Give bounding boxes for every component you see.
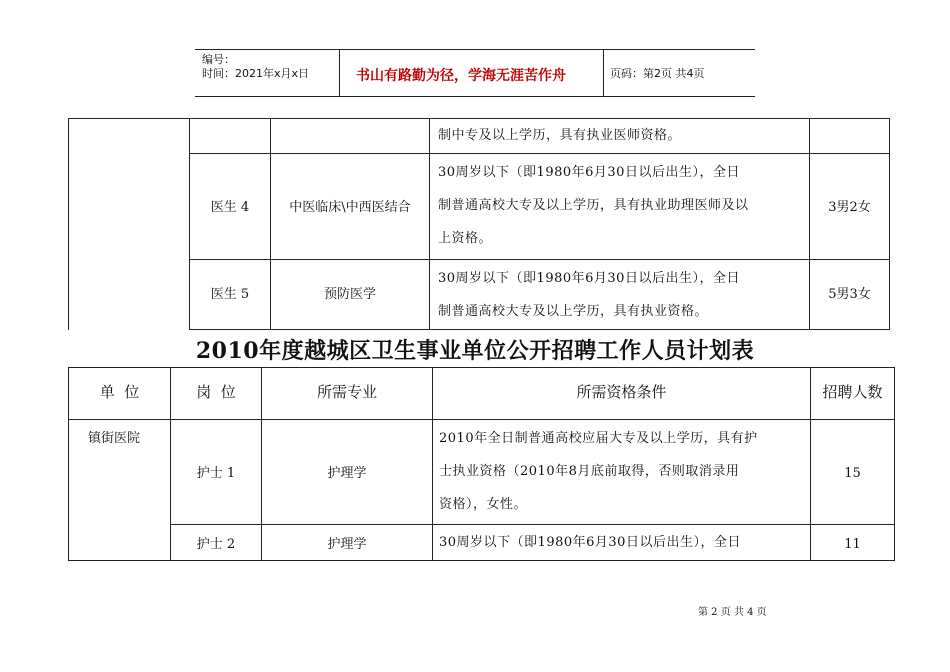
position-cell: 医生 5 bbox=[210, 287, 250, 302]
motto-text: 书山有路勤为径，学海无涯苦作舟 bbox=[356, 68, 566, 84]
quota-cell: 5男3女 bbox=[828, 287, 871, 302]
major-cell: 中医临床\中西医结合 bbox=[289, 200, 411, 215]
major-cell: 护理学 bbox=[327, 466, 367, 481]
requirements-line: 上资格。 bbox=[438, 231, 493, 246]
position-cell: 护士 1 bbox=[196, 466, 236, 481]
requirements-line: 制普通高校大专及以上学历，具有执业资格。 bbox=[438, 304, 709, 319]
time-label: 时间：2021年x月x日 bbox=[202, 67, 310, 80]
requirements-line: 2010年全日制普通高校应届大专及以上学历，具有护 bbox=[439, 431, 758, 446]
requirements-line: 制中专及以上学历，具有执业医师资格。 bbox=[438, 128, 682, 143]
requirements-line: 制普通高校大专及以上学历，具有执业助理医师及以 bbox=[438, 198, 749, 213]
header-quota: 招聘人数 bbox=[822, 383, 883, 401]
requirements-line: 资格），女性。 bbox=[439, 497, 528, 512]
header-position: 岗 位 bbox=[196, 383, 236, 401]
requirements-line: 士执业资格（2010年8月底前取得，否则取消录用 bbox=[439, 464, 740, 479]
page-footer: 第 2 页 共 4 页 bbox=[698, 607, 767, 618]
major-cell: 护理学 bbox=[327, 537, 367, 552]
header-unit: 单 位 bbox=[99, 383, 140, 401]
page-indicator: 页码：第2页 共4页 bbox=[610, 67, 705, 80]
requirements-line: 30周岁以下（即1980年6月30日以后出生），全日 bbox=[438, 271, 740, 286]
position-cell: 护士 2 bbox=[196, 537, 236, 552]
page-title: 2010年度越城区卫生事业单位公开招聘工作人员计划表 bbox=[195, 338, 755, 364]
quota-cell: 15 bbox=[844, 466, 861, 481]
unit-cell: 镇街医院 bbox=[88, 431, 141, 446]
header-major: 所需专业 bbox=[316, 383, 377, 401]
header-requirements: 所需资格条件 bbox=[576, 383, 667, 401]
requirements-line: 30周岁以下（即1980年6月30日以后出生），全日 bbox=[439, 535, 741, 550]
quota-cell: 3男2女 bbox=[828, 200, 871, 215]
major-cell: 预防医学 bbox=[323, 287, 376, 302]
position-cell: 医生 4 bbox=[210, 200, 250, 215]
requirements-line: 30周岁以下（即1980年6月30日以后出生），全日 bbox=[438, 165, 740, 180]
doc-number-label: 编号： bbox=[202, 53, 235, 66]
quota-cell: 11 bbox=[844, 537, 861, 552]
